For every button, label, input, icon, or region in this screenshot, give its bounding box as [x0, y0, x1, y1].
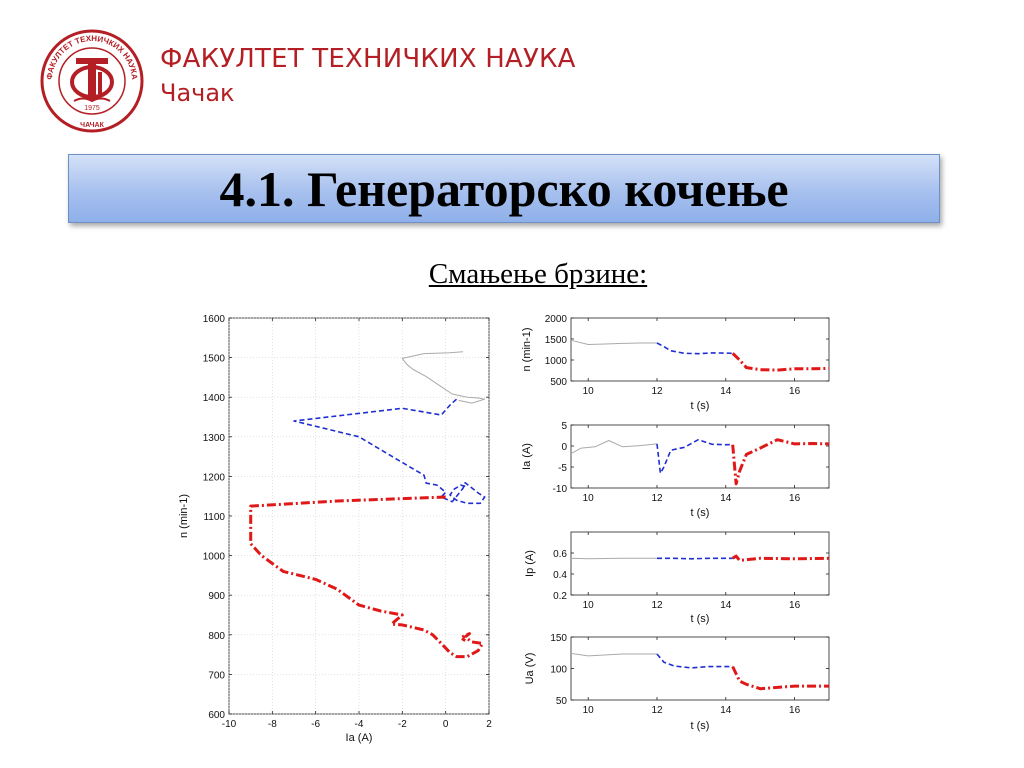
- plot3-frame: [571, 425, 829, 488]
- plot1-ylabel: n (min-1): [178, 493, 190, 539]
- plot3-ytick-label: -5: [558, 463, 567, 474]
- plot5-xtick-label: 14: [720, 705, 732, 716]
- plot5-ytick-label: 100: [550, 664, 567, 676]
- logo-city: ЧАЧАК: [80, 122, 104, 129]
- plot5-xtick-label: 16: [789, 705, 801, 716]
- plot3-ytick-label: 0: [561, 442, 567, 453]
- plot4-xtick-label: 16: [789, 600, 801, 611]
- plot4-xtick-label: 10: [582, 600, 594, 611]
- plot4-ytick-label: 0.4: [553, 570, 567, 581]
- plot1-xtick-label: -4: [354, 719, 364, 730]
- plot1-ytick-label: 1000: [202, 551, 225, 563]
- plot2-ytick-label: 500: [550, 377, 567, 388]
- plot3-xtick-label: 14: [720, 493, 732, 504]
- plot5-xlabel: t (s): [690, 720, 710, 732]
- plot1-xtick-label: 0: [442, 719, 449, 730]
- slide-title: 4.1. Генераторско кочење: [219, 160, 789, 217]
- plot1-ytick-label: 1200: [202, 472, 225, 484]
- faculty-name: ФАКУЛТЕТ ТЕХНИЧКИХ НАУКА: [160, 44, 576, 74]
- slide-subtitle: Смањење брзине:: [428, 258, 648, 290]
- plot3-xlabel: t (s): [690, 507, 710, 519]
- plot3-ytick-label: 5: [561, 421, 567, 432]
- plot2-ytick-label: 1000: [544, 356, 567, 367]
- plot1-xtick-label: -6: [311, 719, 321, 730]
- plot1-ytick-label: 1500: [202, 353, 225, 365]
- plot1-ytick-label: 700: [208, 670, 225, 682]
- plot3-xtick-label: 16: [789, 493, 801, 504]
- plot2-ylabel: n (min-1): [521, 327, 533, 372]
- plot2-xtick-label: 10: [582, 386, 594, 397]
- plot4-series-solid: [571, 558, 657, 559]
- plot3-ytick-label: -10: [552, 484, 567, 495]
- plot4-frame: [571, 532, 829, 595]
- plot5-xtick-label: 12: [651, 705, 663, 716]
- plot5-frame: [571, 637, 829, 700]
- faculty-city: Чачак: [160, 79, 235, 107]
- plot2-xlabel: t (s): [690, 400, 710, 412]
- plot2-xtick-label: 14: [720, 386, 732, 397]
- plot1-ytick-label: 600: [208, 710, 225, 721]
- plot1-xtick-label: -2: [397, 719, 407, 730]
- plot4-xtick-label: 12: [651, 600, 663, 611]
- plot1-ytick-label: 900: [208, 591, 225, 603]
- plot2-frame: [571, 318, 829, 381]
- plot4-ytick-label: 0.2: [553, 591, 567, 602]
- plot1-xtick-label: -10: [221, 719, 237, 730]
- plot4-ylabel: Ip (A): [524, 550, 536, 577]
- plot2-ytick-label: 1500: [544, 335, 567, 346]
- plot1-xtick-label: 2: [486, 719, 492, 730]
- plot4-xlabel: t (s): [690, 613, 710, 625]
- plot5-ytick-label: 150: [550, 633, 567, 644]
- plot3-xtick-label: 12: [651, 493, 663, 504]
- plot1-ytick-label: 1300: [202, 432, 225, 444]
- plot5-xtick-label: 10: [582, 705, 594, 716]
- plot3-ylabel: Ia (A): [521, 443, 533, 470]
- logo-arc-text: ФАКУЛТЕТ ТЕХНИЧКИХ НАУКА: [44, 33, 140, 81]
- logo-year: 1975: [84, 105, 100, 112]
- plot1-xtick-label: -8: [267, 719, 277, 730]
- plot5-ytick-label: 50: [555, 696, 567, 707]
- plot1-ytick-label: 1600: [202, 314, 225, 325]
- plot1-ytick-label: 1400: [202, 393, 225, 405]
- plot4-xtick-label: 14: [720, 600, 732, 611]
- plot2-ytick-label: 2000: [544, 314, 567, 325]
- plot5-ylabel: Ua (V): [524, 652, 536, 685]
- plot1-ytick-label: 1100: [203, 512, 225, 523]
- plot1-ytick-label: 800: [208, 630, 225, 642]
- plot3-xtick-label: 10: [582, 493, 594, 504]
- plot2-xtick-label: 16: [789, 386, 801, 397]
- plot1-xlabel: Ia (A): [345, 732, 373, 744]
- plot2-xtick-label: 12: [651, 386, 663, 397]
- plot4-ytick-label: 0.6: [553, 549, 567, 560]
